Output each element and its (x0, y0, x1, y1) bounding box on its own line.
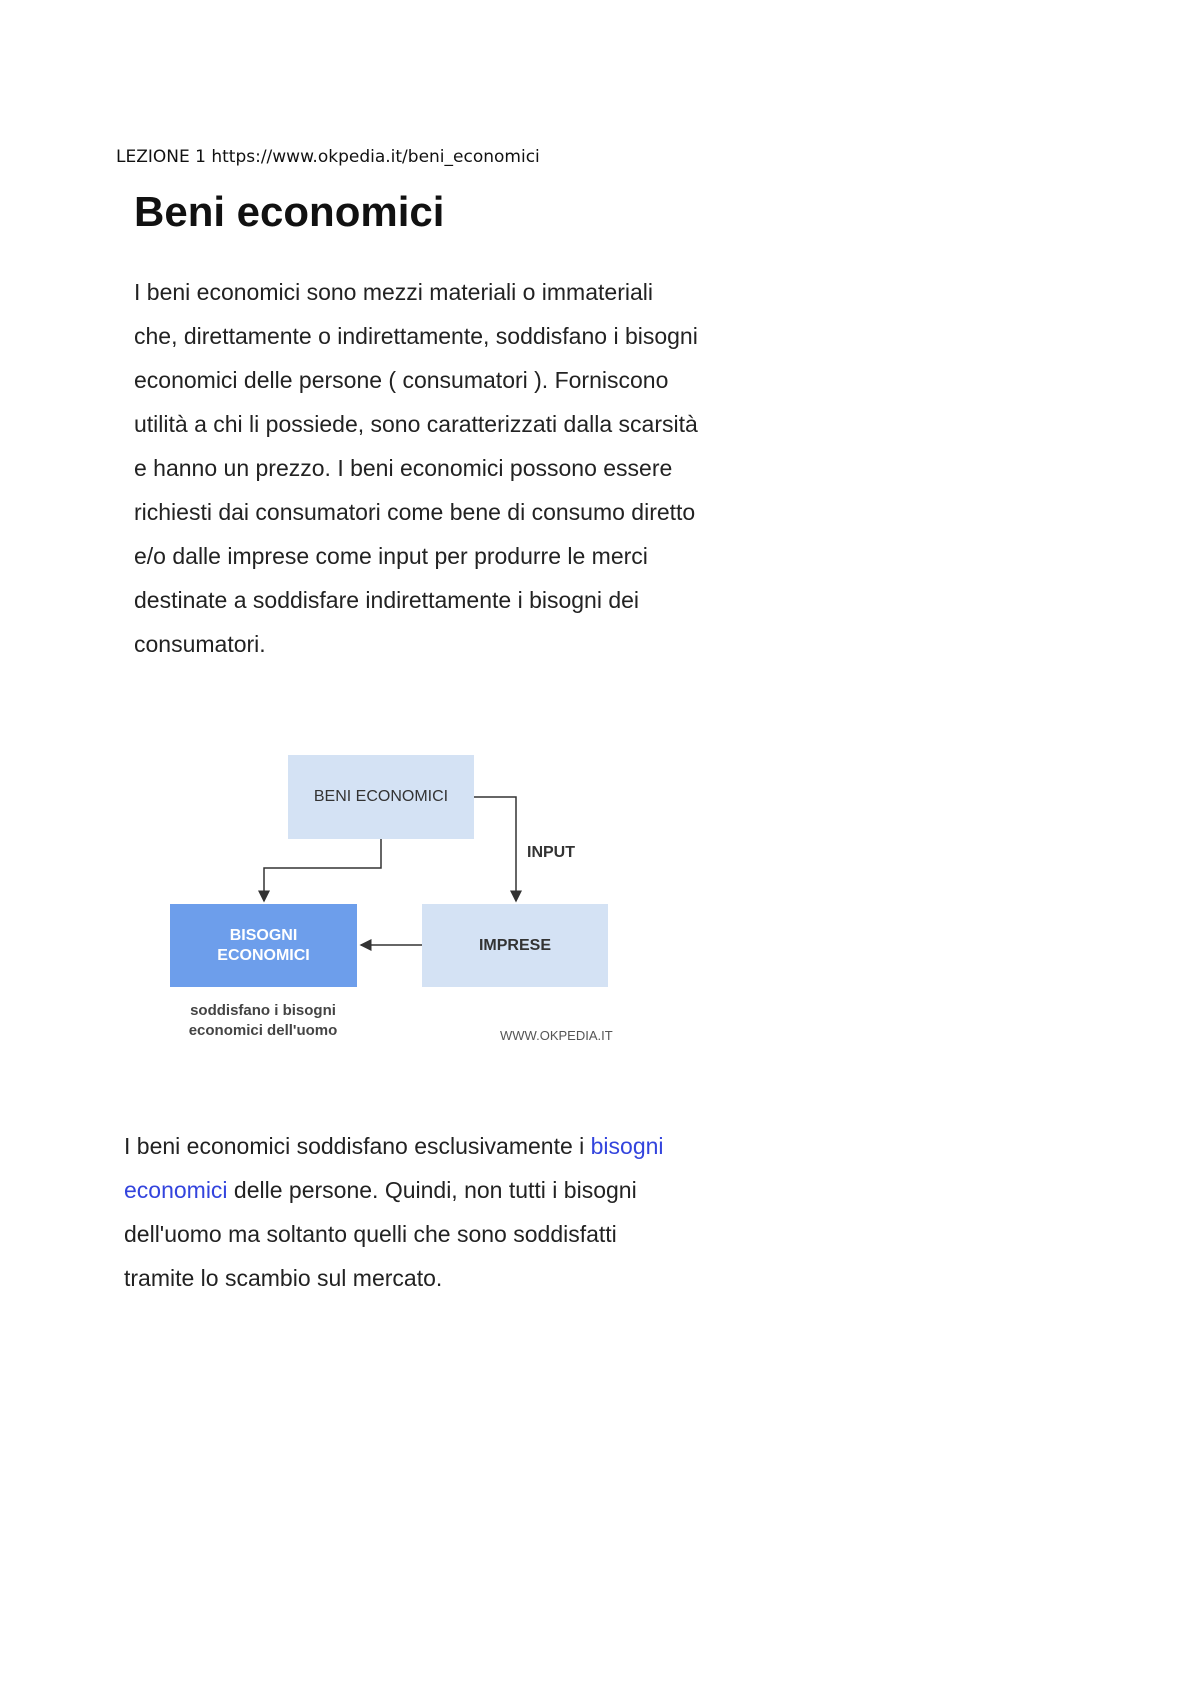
second-paragraph (124, 1124, 724, 1300)
caption-line2: economici dell'uomo (188, 1022, 338, 1039)
intro-line: e hanno un prezzo. I beni economici possono essere (134, 455, 673, 481)
bisogni-economici-link-part2[interactable]: economici (124, 1177, 228, 1203)
box-imprese-label: IMPRESE (478, 936, 551, 954)
arrow-beni-to-bisogni (264, 839, 381, 901)
arrow-beni-to-imprese (474, 797, 516, 901)
diagram-watermark: WWW.OKPEDIA.IT (500, 1028, 613, 1043)
lesson-label: LEZIONE 1 (116, 147, 206, 167)
intro-line: consumatori. (134, 631, 266, 657)
second-paragraph-line1 (124, 1124, 724, 1168)
beni-economici-diagram (150, 755, 650, 1055)
page-title: Beni economici (134, 188, 445, 235)
diagram-caption (168, 1001, 358, 1041)
box-bisogni-label-line2: ECONOMICI (217, 946, 310, 964)
second-paragraph-line4: tramite lo scambio sul mercato. (124, 1265, 443, 1291)
caption-line1: soddisfano i bisogni (190, 1002, 336, 1019)
intro-line: utilità a chi li possiede, sono caratterizzati dalla scarsità (134, 411, 698, 437)
intro-line: richiesti dai consumatori come bene di consumo diretto (134, 499, 696, 525)
box-beni-label: BENI ECONOMICI (313, 788, 449, 805)
second-paragraph-line3: dell'uomo ma soltanto quelli che sono soddisfatti (124, 1221, 617, 1247)
box-imprese (422, 904, 608, 987)
intro-line: e/o dalle imprese come input per produrre le merci (134, 543, 648, 569)
text-segment: delle persone. Quindi, non tutti i bisogni (227, 1177, 637, 1203)
input-label: INPUT (527, 844, 575, 861)
source-url: https://www.okpedia.it/beni_economici (211, 147, 540, 167)
intro-line: che, direttamente o indirettamente, soddisfano i bisogni (134, 323, 698, 349)
bisogni-economici-link-part1[interactable]: bisogni (590, 1133, 664, 1159)
intro-line: economici delle persone ( consumatori ). Forniscono (134, 367, 669, 393)
intro-paragraph (134, 270, 754, 666)
intro-line: destinate a soddisfare indirettamente i bisogni dei (134, 587, 640, 613)
intro-line: I beni economici sono mezzi materiali o immateriali (134, 279, 653, 305)
box-beni-economici (288, 755, 474, 839)
header-line (116, 147, 540, 167)
text-segment: I beni economici soddisfano esclusivamente i (124, 1133, 591, 1159)
box-bisogni-label-line1: BISOGNI (229, 926, 298, 944)
box-bisogni-economici (170, 904, 357, 987)
second-paragraph-line2 (124, 1168, 724, 1212)
